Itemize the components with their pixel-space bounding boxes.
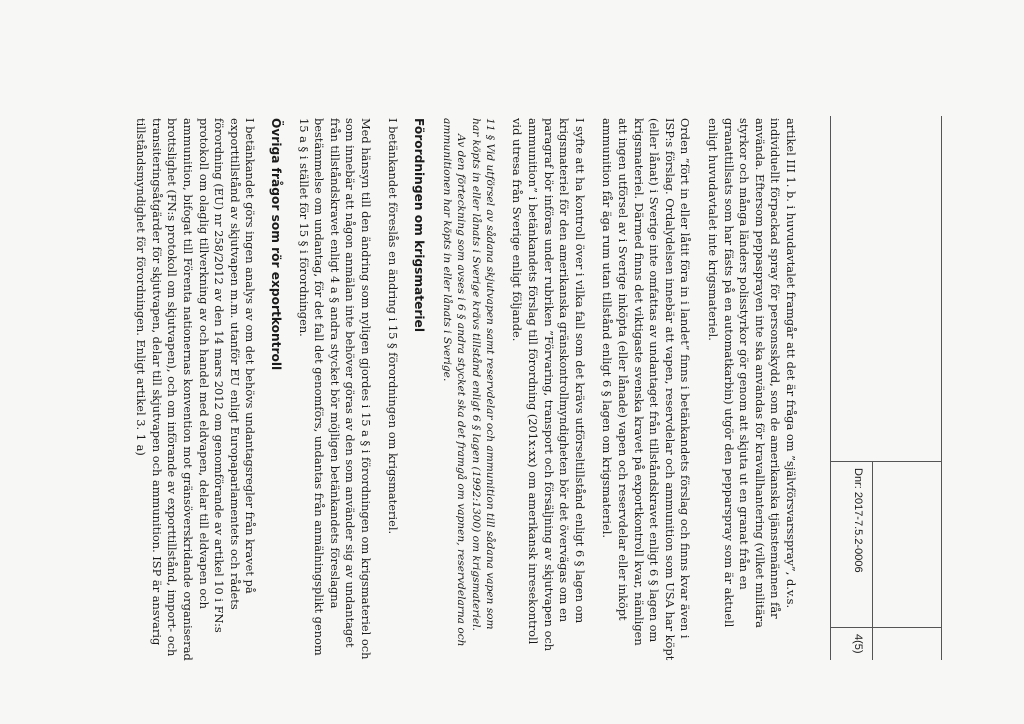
paragraph: artikel III 1. b. i huvudavtalet framgår att det är fråga om ”självförsvarsspray”, d.v.s. individuellt förpackad spray för personsskydd, som de amerikanska tjänstemännen får använda. Eftersom peppasprayen inte ska användas för kravallhantering (vilket militära styrkor och många länders polisstyrkor gör genom att skjuta ut en granat från en granattillsats som har fästs på en automatkarbin) utgör den pepparspray som är aktuell enligt huvudavtalet inte krigsmateriel. <box>706 118 798 628</box>
proposed-provision: 11 § Vid utförsel av sådana skjutvapen samt reservdelar och ammunition till sådana vapen som har köpts in eller lånats i Sverige krävs tillstånd enligt 6 § lagen (1992:1300) om krigsmateriel. <box>469 118 496 631</box>
section-heading: Förordningen om krigsmateriel <box>412 118 427 332</box>
header-divider <box>872 626 873 660</box>
reference-number: Dnr: 2017-7.5.2-0006 <box>852 468 864 573</box>
header-cell-reference <box>831 461 941 628</box>
section-heading: Övriga frågor som rör exportkontroll <box>268 118 283 371</box>
paragraph: Orden ”fört in eller låtit föra in i landet” finns i betänkandets förslag och finns kvar även i ISP:s förslag. Ordalydelsen innebär att vapen, reservdelar och ammunition som USA har köpt (eller lånat) i Sverige inte omfattas av undantaget från tillståndskravet enligt 6 § lagen om krigsmateriel. Därmed finns det viktigaste svenska kravet på exportkontroll kvar, nämligen att ingen utförsel av i Sverige inköpta (eller lånade) vapen och reservdelar eller inköpt ammunition får äga rum utan tillstånd enligt 6 § lagen om krigsmateriel. <box>600 118 693 661</box>
proposed-provision: Av den förteckning som avses i 6 § andra stycket ska det framgå om vapnen, reservdelarna och ammunitionen har köpts in eller lånats i Sverige. <box>441 118 468 647</box>
header-cell-empty <box>831 116 941 461</box>
paragraph: I syfte att ha kontroll över i vilka fall som det krävs utförseltillstånd enligt 6 § lagen om krigsmateriel för den amerikanska gränskontrollmyndigheten bör det övervägas om en paragraf bör införas under rubriken ”Förvaring, transport och försäljning av skjutvapen och ammunition” i betänkandets förslag till förordning (201x:xx) om amerikansk inresekontroll vid utresa från Sverige enligt följande. <box>510 118 587 652</box>
document-body <box>121 118 798 664</box>
paragraph: I betänkandet föreslås en ändring i 15 § förordningen om krigsmateriel. <box>386 118 401 535</box>
paragraph: I betänkandet görs ingen analys av om det behövs undantagsregler från kravet på exporttillstånd av skjutvapen m.m. utanför EU enligt Europaparlamentets och rådets förordning (EU) nr 258/2012 av den 14 mars 2012 om genomförande av artikel 10 i FN:s protokoll om olaglig tillverkning av och handel med eldvapen, delar till eldvapen och ammunition, bifogat till Förenta nationernas konvention mot gränsöverskridande organiserad brottslighet (FN:s protokoll om skjutvapen), och om införande av exporttillstånd, import- och transiteringsåtgärder för skjutvapen, delar till skjutvapen och ammunition. ISP är ansvarig tillståndsmyndighet för förordningen. Enligt artikel 3. 1 a) <box>134 118 258 661</box>
header-divider <box>872 462 873 627</box>
page-number: 4(5) <box>852 634 864 654</box>
header-table <box>830 116 942 660</box>
paragraph: Med hänsyn till den ändring som nyligen gjordes i 15 a § i förordningen om krigsmateriel och som innebär att någon anmälan inte behöver göras av den som använder sig av undantaget från tillståndskravet enligt 4 a § andra stycket bör möjligen betänkandets föreslagna bestämmelse om undantag, för det fall det genomförs, undantas från anmälningsplikt genom 15 a § i stället för 15 § i förordningen. <box>296 118 373 660</box>
header-cell-page <box>831 626 941 660</box>
